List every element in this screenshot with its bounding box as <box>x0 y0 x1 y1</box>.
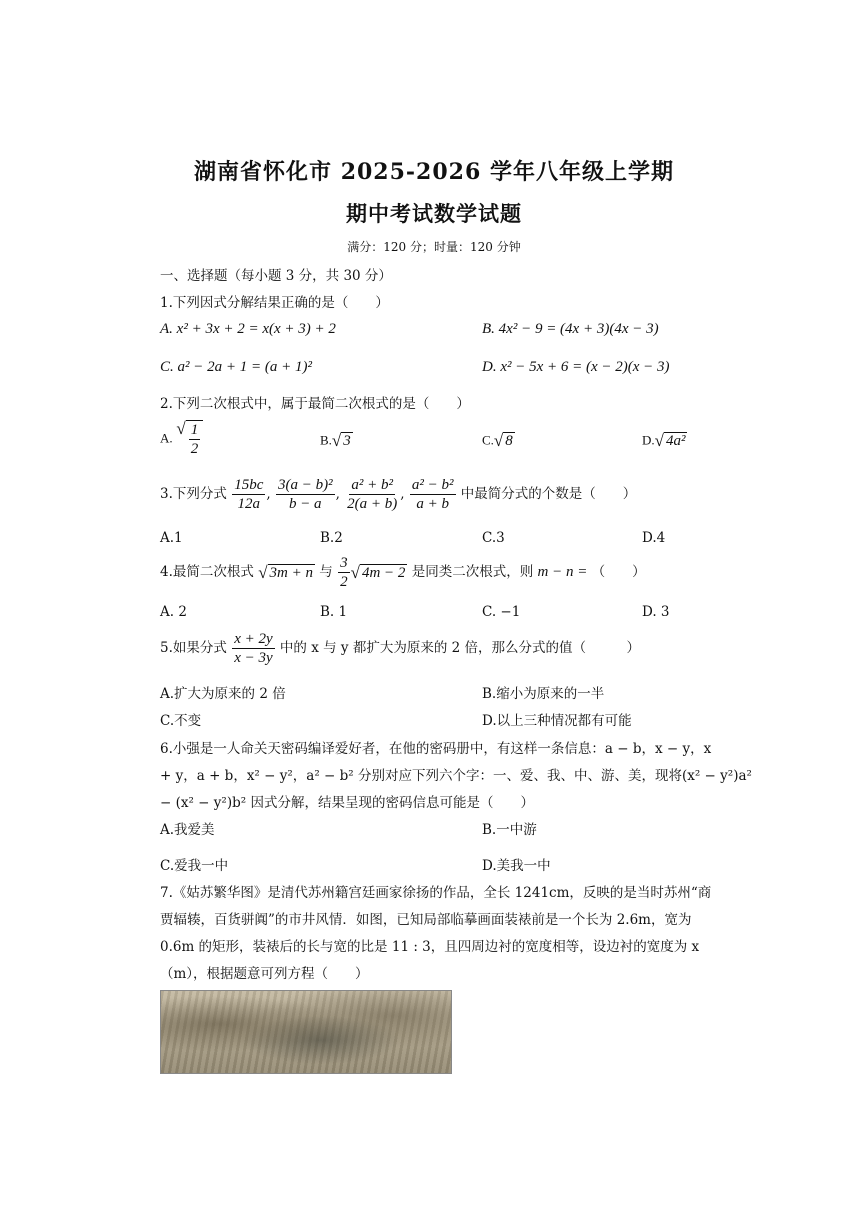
question-2-stem: 2.下列二次根式中，属于最简二次根式的是（ ） <box>160 396 470 412</box>
exam-meta: 满分：120 分；时量：120 分钟 <box>347 240 521 254</box>
fraction-denominator: 2 <box>190 441 199 457</box>
option-label: D. <box>642 432 655 448</box>
question-5-prefix: 5.如果分式 <box>160 640 227 656</box>
question-7-line-1: 7.《姑苏繁华图》是清代苏州籍宫廷画家徐扬的作品，全长 1241cm，反映的是当时苏州“商 <box>160 885 712 901</box>
fraction-numerator: 15bc <box>234 477 264 493</box>
question-1-option-d: D. x² − 5x + 6 = (x − 2)(x − 3) <box>482 359 670 375</box>
question-5-suffix: 中的 x 与 y 都扩大为原来的 2 倍，那么分式的值（ ） <box>279 640 640 656</box>
fraction-numerator: a² − b² <box>411 477 454 493</box>
fraction-denominator: x − 3y <box>234 650 273 666</box>
question-3-option-b: B.2 <box>320 530 343 546</box>
question-6-option-d: D.美我一中 <box>482 858 551 874</box>
separator: , <box>400 486 405 502</box>
question-6-option-a: A.我爱美 <box>160 822 215 838</box>
question-1-option-b: B. 4x² − 9 = (4x + 3)(4x − 3) <box>482 321 659 337</box>
page-title-line2: 期中考试数学试题 <box>346 201 522 226</box>
question-2-option-c: C. √ 8 <box>482 431 513 450</box>
question-4-prefix: 4.最简二次根式 <box>160 564 254 580</box>
question-6-option-b: B.一中游 <box>482 822 537 838</box>
question-4-connector: 与 <box>319 564 333 580</box>
fraction-numerator: 3(a − b)² <box>277 477 333 493</box>
radicand: 4m − 2 <box>361 564 406 581</box>
question-4-expression: m − n = <box>537 564 588 580</box>
radicand: 4a² <box>665 433 686 449</box>
fraction-numerator: 3 <box>340 555 348 571</box>
question-1-stem: 1.下列因式分解结果正确的是（ ） <box>160 295 389 311</box>
question-4-option-d: D. 3 <box>642 604 670 620</box>
question-1-option-a: A. x² + 3x + 2 = x(x + 3) + 2 <box>160 321 336 337</box>
question-6-line-1: 6.小强是一人命关天密码编译爱好者，在他的密码册中，有这样一条信息：a − b，x − y，x <box>160 741 712 757</box>
question-5-stem <box>160 630 640 667</box>
question-4-suffix: 是同类二次根式，则 <box>411 564 534 580</box>
fraction-numerator: 1 <box>190 422 199 438</box>
question-7-line-4: （m），根据题意可列方程（ ） <box>160 966 369 982</box>
question-2-option-d: D. √ 4a² <box>642 431 686 450</box>
question-6-line-2: + y，a + b，x² − y²，a² − b² 分别对应下列六个字：一、爱、我、中、游、美，现将(x² − y²)a² <box>160 768 752 784</box>
separator: , <box>266 486 271 502</box>
option-label: C. <box>482 432 494 448</box>
fraction-denominator: a + b <box>416 496 449 512</box>
radicand: 3m + n <box>269 564 313 581</box>
question-5-option-a: A.扩大为原来的 2 倍 <box>160 686 286 702</box>
question-4-blank: （ ） <box>591 564 646 580</box>
question-2-option-a: A. √ $\frac{1}{2}$ <box>160 420 203 458</box>
question-4-stem: 4.最简二次根式 √ 3m + n 与 $\frac{3}{2}$ √ 4m − 2 是同类二次根式，则 m − n = （ ） <box>160 555 646 590</box>
fraction-numerator: x + 2y <box>234 631 273 647</box>
question-6-option-c: C.爱我一中 <box>160 858 229 874</box>
fraction-numerator: a² + b² <box>351 477 394 493</box>
question-5-option-b: B.缩小为原来的一半 <box>482 686 605 702</box>
section-heading: 一、选择题（每小题 3 分，共 30 分） <box>160 268 392 284</box>
question-4-option-a: A. 2 <box>160 604 187 620</box>
question-7-line-3: 0.6m 的矩形，装裱后的长与宽的比是 11 : 3，且四周边衬的宽度相等，设边衬的宽度为 x <box>160 939 700 955</box>
question-1-option-c: C. a² − 2a + 1 = (a + 1)² <box>160 359 312 375</box>
question-2-option-b: B. √ 3 <box>320 431 351 450</box>
radicand: 3 <box>343 433 351 449</box>
question-5-option-c: C.不变 <box>160 713 202 729</box>
page-title-line1: 湖南省怀化市 2025-2026 学年八年级上学期 <box>194 159 674 185</box>
separator: , <box>335 486 340 502</box>
question-5-option-d: D.以上三种情况都有可能 <box>482 713 632 729</box>
fraction-denominator: b − a <box>288 496 322 512</box>
option-label: A. <box>160 430 173 446</box>
question-3-stem <box>160 476 636 513</box>
fraction-denominator: 2(a + b) <box>347 496 398 512</box>
question-4-option-c: C. −1 <box>482 604 521 620</box>
option-label: B. <box>320 432 332 448</box>
question-3-option-c: C.3 <box>482 530 505 546</box>
fraction-denominator: 2 <box>340 574 348 590</box>
question-3-option-d: D.4 <box>642 530 666 546</box>
radicand: 8 <box>505 433 513 449</box>
question-3-suffix: 中最简分式的个数是（ ） <box>460 486 637 502</box>
fraction-denominator: 12a <box>237 496 261 512</box>
question-3-option-a: A.1 <box>160 530 183 546</box>
question-4-option-b: B. 1 <box>320 604 348 620</box>
painting-image <box>160 990 452 1074</box>
question-6-line-3: − (x² − y²)b² 因式分解，结果呈现的密码信息可能是（ ） <box>160 795 534 811</box>
question-7-line-2: 贾辐辏，百货骈阗”的市井风情．如图，已知局部临摹画面装裱前是一个长为 2.6m，宽为 <box>160 912 692 928</box>
question-3-prefix: 3.下列分式 <box>160 486 227 502</box>
